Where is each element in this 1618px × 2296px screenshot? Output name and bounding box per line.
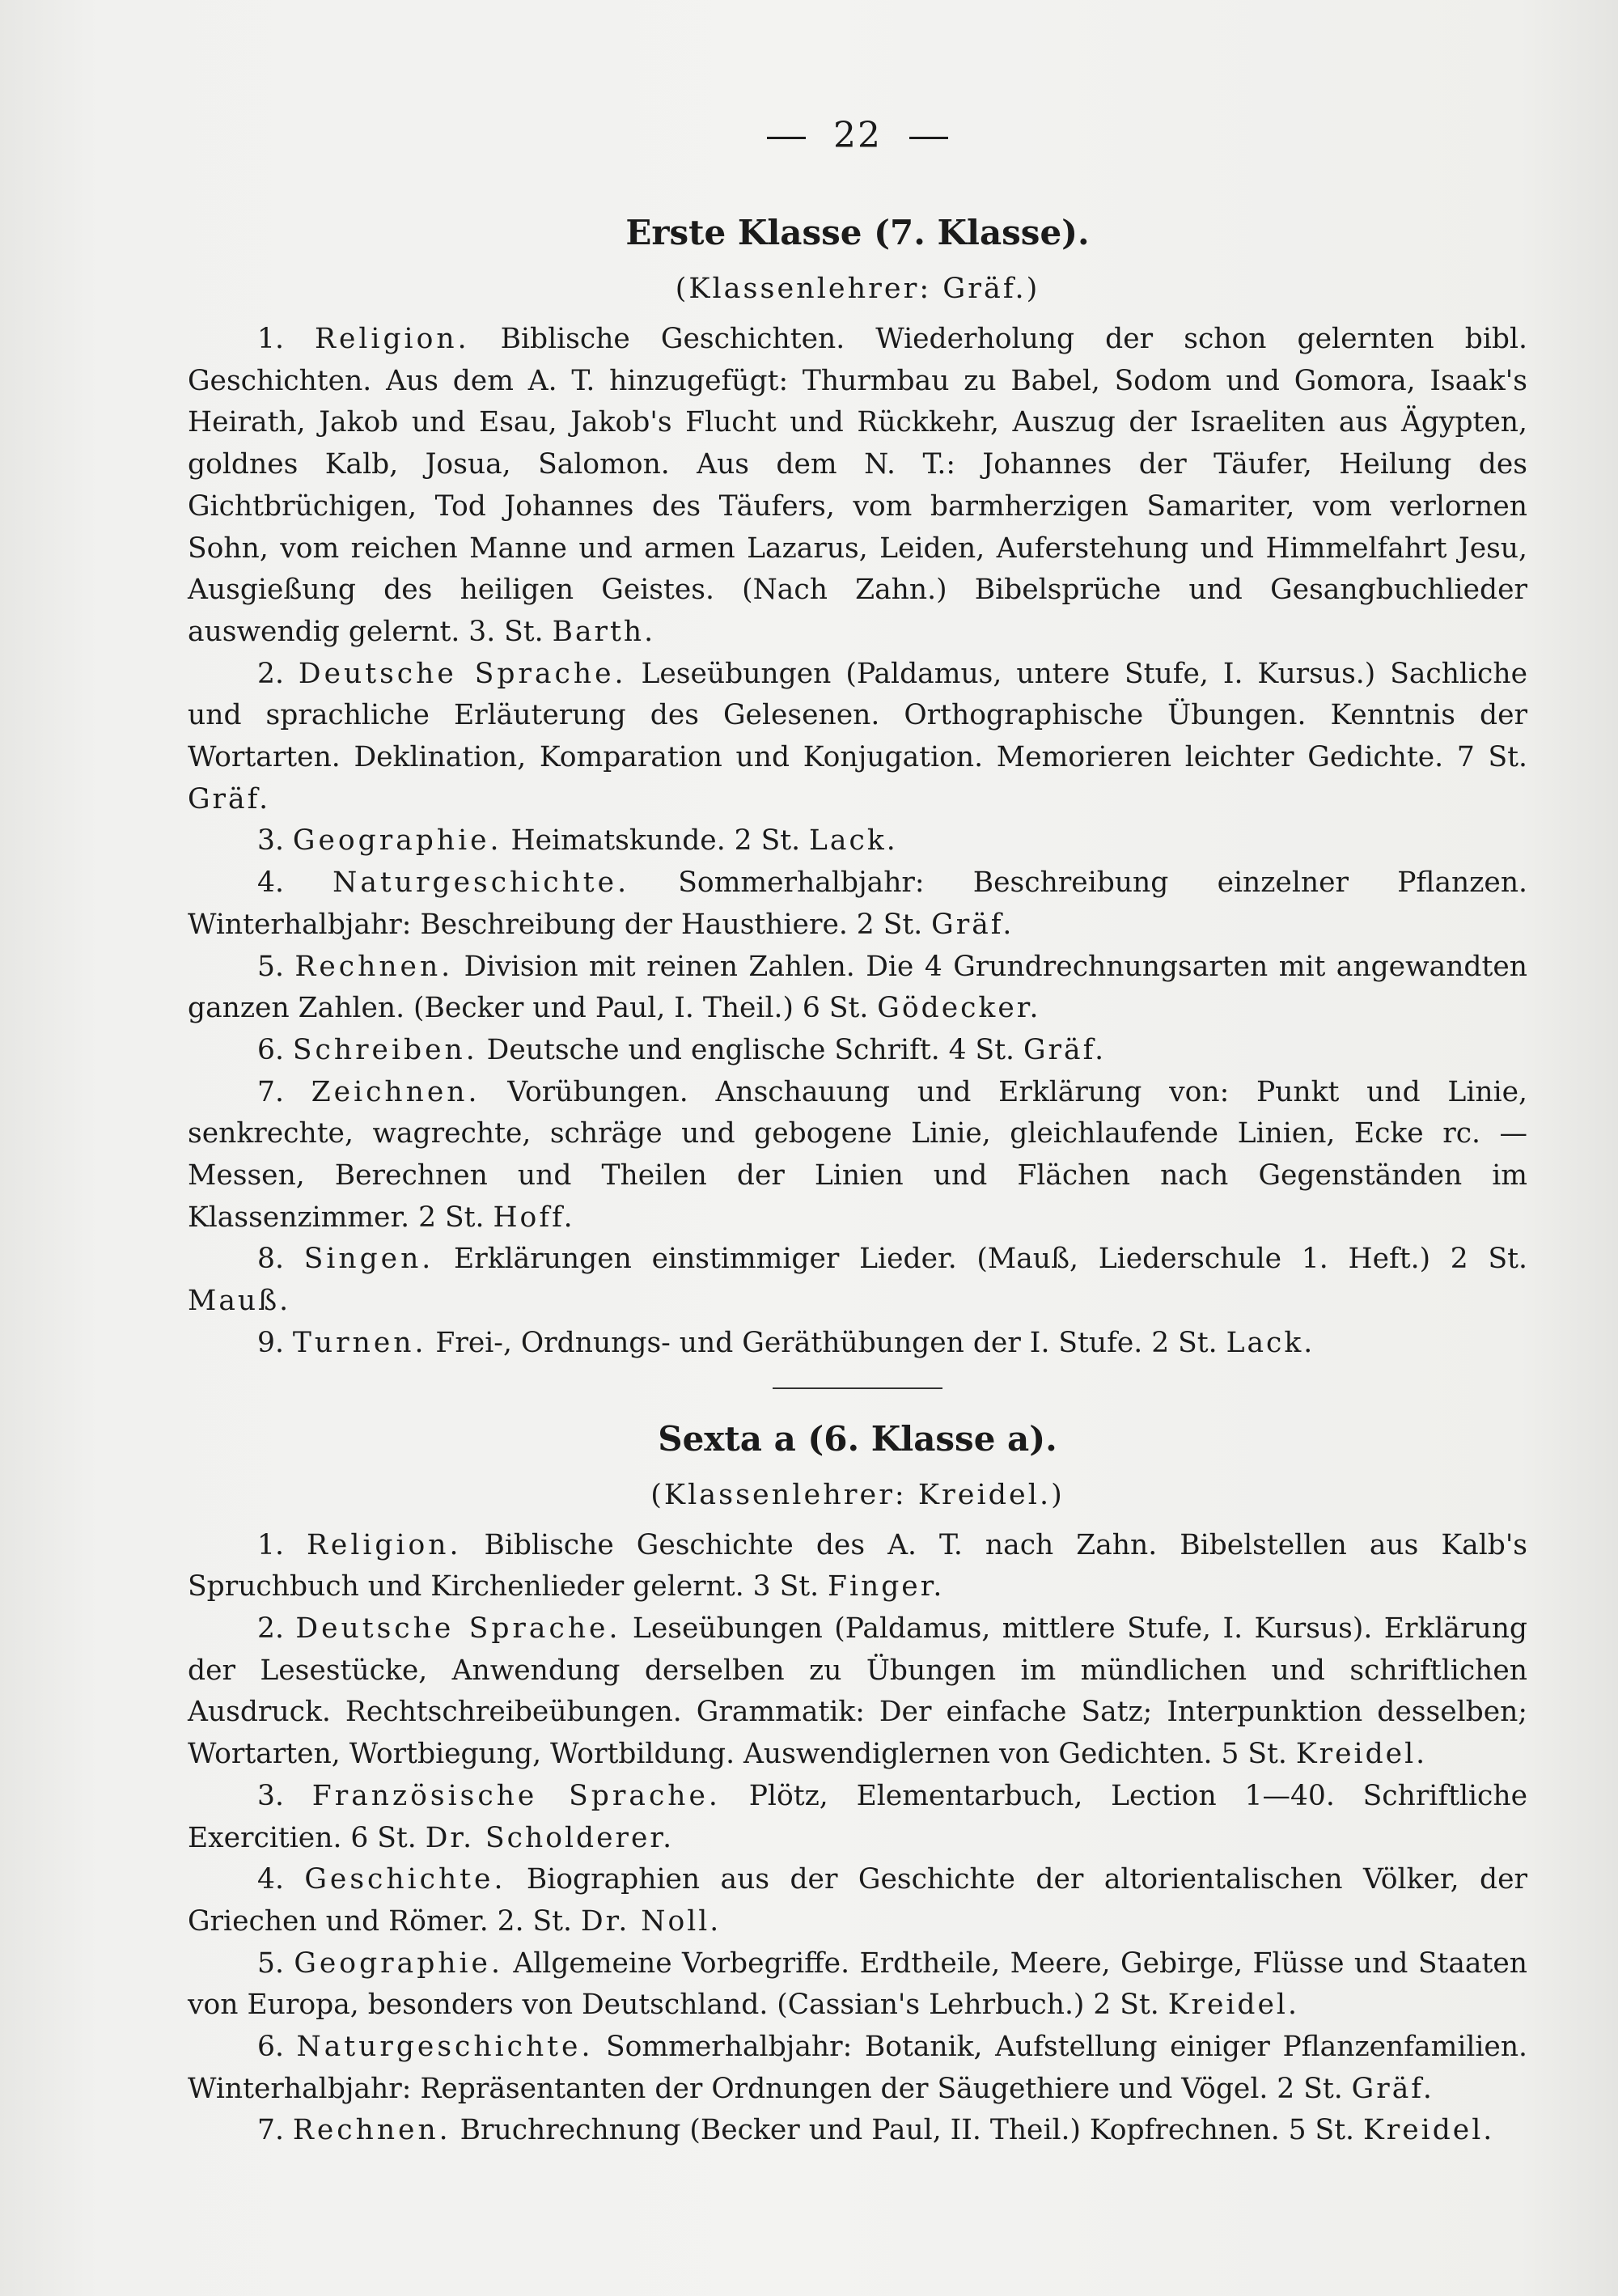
subject-name: Rechnen. <box>292 2114 451 2147</box>
subject-number: 8. <box>257 1243 284 1276</box>
subject-teacher: Hoff. <box>493 1201 575 1234</box>
subject-teacher: Kreidel. <box>1363 2114 1495 2147</box>
section-divider <box>773 1387 942 1389</box>
subject-entry <box>188 1608 1527 1776</box>
subject-number: 3. <box>257 824 284 858</box>
subject-entry <box>188 2110 1527 2152</box>
subject-teacher: Gräf. <box>931 908 1014 941</box>
subject-entry <box>188 319 1527 654</box>
subject-name: Turnen. <box>292 1326 427 1359</box>
subject-text: Biblische Geschichten. Wiederholung der schon gelernten bibl. Geschichten. Aus dem A. T. hinzugefügt: Thurmbau zu Babel, Sodom und Gomora, Isaak's Heirath, Jakob und Esau, Jakob's Flucht und Rückkehr, Auszug der Israeliten aus Ägypten, goldnes Kalb, Josua, Salomon. Aus dem N. T.: Johannes der Täufer, Heilung des Gichtbrüchigen, Tod Johannes des Täufers, vom barmherzigen Samariter, vom verlornen Sohn, vom reichen Manne und armen Lazarus, Leiden, Auferstehung und Himmelfahrt Jesu, Ausgießung des heiligen Geistes. (Nach Zahn.) Bibelsprüche und Gesangbuchlieder auswendig gelernt. 3. St. <box>188 323 1527 648</box>
subject-text: Bruchrechnung (Becker und Paul, II. Theil.) Kopfrechnen. 5 St. <box>460 2114 1355 2147</box>
subject-number: 1. <box>257 323 284 355</box>
page-number-dash-right <box>909 137 948 139</box>
subject-text: Heimatskunde. 2 St. <box>510 824 801 858</box>
subject-teacher: Mauß. <box>188 1285 291 1318</box>
subject-number: 6. <box>257 1033 284 1066</box>
subject-teacher: Gödecker. <box>877 992 1041 1025</box>
subject-name: Geschichte. <box>304 1863 506 1896</box>
subject-text: Allgemeine Vorbegriffe. Erdtheile, Meere, Gebirge, Flüsse und Staaten von Europa, besonders von Deutschland. (Cassian's Lehrbuch.) 2 St. <box>188 1947 1527 2022</box>
subject-text: Biblische Geschichte des A. T. nach Zahn. Bibelstellen aus Kalb's Spruchbuch und Kirchenlieder gelernt. 3 St. <box>188 1528 1528 1603</box>
subject-name: Französische Sprache. <box>311 1779 721 1812</box>
subject-teacher: Gräf. <box>188 782 271 815</box>
subject-entry <box>188 1072 1527 1239</box>
subject-number: 7. <box>257 2114 284 2147</box>
subject-teacher: Lack. <box>1226 1326 1315 1359</box>
subject-number: 6. <box>257 2031 284 2064</box>
subject-text: Sommerhalbjahr: Beschreibung einzelner Pflanzen. Winterhalbjahr: Beschreibung der Hausthiere. 2 St. <box>188 866 1528 941</box>
subject-text: Erklärungen einstimmiger Lieder. (Mauß, Liederschule 1. Heft.) 2 St. <box>454 1243 1527 1276</box>
subject-name: Zeichnen. <box>311 1075 481 1108</box>
subject-name: Schreiben. <box>292 1033 478 1066</box>
subject-name: Rechnen. <box>294 950 454 983</box>
subject-entry <box>188 1776 1527 1859</box>
section-sexta-a <box>188 1417 1527 2153</box>
class-teacher: (Klassenlehrer: Kreidel.) <box>650 1478 1065 1511</box>
subject-name: Religion. <box>315 323 470 355</box>
subject-number: 2. <box>257 1612 284 1645</box>
subject-entry <box>188 947 1527 1030</box>
section-erste-klasse <box>188 210 1527 1365</box>
subject-number: 1. <box>257 1528 284 1561</box>
subject-text: Sommerhalbjahr: Botanik, Aufstellung einiger Pflanzenfamilien. Winterhalbjahr: Repräsentanten der Ordnungen der Säugethiere und Vögel. 2 St. <box>188 2031 1528 2105</box>
subject-entry <box>188 2027 1527 2110</box>
subject-entry <box>188 820 1527 862</box>
page-number-dash-left <box>767 137 806 139</box>
subject-teacher: Lack. <box>809 824 898 858</box>
subject-text: Biographien aus der Geschichte der altorientalischen Völker, der Griechen und Römer. 2. St. <box>188 1863 1527 1938</box>
section-title: Erste Klasse (7. Klasse). <box>625 213 1090 252</box>
subject-text: Deutsche und englische Schrift. 4 St. <box>486 1033 1015 1066</box>
subject-text: Leseübungen (Paldamus, mittlere Stufe, I. Kursus). Erklärung der Lesestücke, Anwendung derselben zu Übungen im mündlichen und schriftlichen Ausdruck. Rechtschreibeübungen. Grammatik: Der einfache Satz; Interpunktion desselben; Wortarten, Wortbiegung, Wortbildung. Auswendiglernen von Gedichten. 5 St. <box>188 1612 1527 1771</box>
subject-name: Religion. <box>306 1528 462 1561</box>
subject-entry <box>188 1323 1527 1365</box>
subject-number: 9. <box>257 1326 284 1359</box>
page-number <box>188 112 1527 160</box>
subject-teacher: Kreidel. <box>1295 1738 1428 1771</box>
subject-text: Plötz, Elementarbuch, Lection 1—40. Schriftliche Exercitien. 6 St. <box>188 1779 1528 1854</box>
subject-entry <box>188 1239 1527 1322</box>
subject-number: 4. <box>257 866 284 900</box>
subject-number: 7. <box>257 1075 284 1108</box>
section-title: Sexta a (6. Klasse a). <box>658 1418 1057 1459</box>
subject-entry <box>188 1525 1527 1608</box>
subject-text: Vorübungen. Anschauung und Erklärung von: Punkt und Linie, senkrechte, wagrechte, schräge und gebogene Linie, gleichlaufende Linien, Ecke rc. — Messen, Berechnen und Theilen der Linien und Flächen nach Gegenständen im Klassenzimmer. 2 St. <box>188 1075 1528 1234</box>
subject-name: Geographie. <box>292 824 502 858</box>
subject-text: Leseübungen (Paldamus, untere Stufe, I. Kursus.) Sachliche und sprachliche Erläuterung des Gelesenen. Orthographische Übungen. Kenntnis der Wortarten. Deklination, Komparation und Konjugation. Memorieren leichter Gedichte. 7 St. <box>188 657 1527 774</box>
subject-entry <box>188 862 1527 946</box>
page-number-value: 22 <box>833 115 882 156</box>
subject-name: Naturgeschichte. <box>332 866 630 900</box>
subject-name: Singen. <box>303 1243 434 1276</box>
subject-name: Deutsche Sprache. <box>295 1612 621 1645</box>
page-content <box>188 112 1527 2152</box>
subject-entry <box>188 1943 1527 2027</box>
subject-text: Division mit reinen Zahlen. Die 4 Grundrechnungsarten mit angewandten ganzen Zahlen. (Becker und Paul, I. Theil.) 6 St. <box>188 950 1528 1025</box>
subject-name: Deutsche Sprache. <box>298 657 627 690</box>
subject-number: 2. <box>257 657 284 690</box>
subject-name: Geographie. <box>294 1947 503 1980</box>
subject-name: Naturgeschichte. <box>296 2031 594 2064</box>
class-teacher: (Klassenlehrer: Gräf.) <box>675 273 1040 305</box>
subject-text: Frei-, Ordnungs- und Geräthübungen der I. Stufe. 2 St. <box>435 1326 1218 1359</box>
subject-number: 5. <box>257 1947 284 1980</box>
subject-teacher: Kreidel. <box>1167 1989 1299 2022</box>
subject-entry <box>188 1859 1527 1942</box>
subject-teacher: Finger. <box>828 1570 945 1603</box>
subject-teacher: Dr. Noll. <box>580 1904 722 1938</box>
subject-teacher: Dr. Scholderer. <box>425 1821 675 1854</box>
subject-entry <box>188 654 1527 821</box>
subject-number: 5. <box>257 950 284 983</box>
subject-teacher: Gräf. <box>1351 2072 1434 2105</box>
subject-teacher: Gräf. <box>1023 1033 1107 1066</box>
subject-entry <box>188 1030 1527 1072</box>
subject-number: 4. <box>257 1863 284 1896</box>
subject-teacher: Barth. <box>552 615 656 648</box>
subject-number: 3. <box>257 1779 284 1812</box>
